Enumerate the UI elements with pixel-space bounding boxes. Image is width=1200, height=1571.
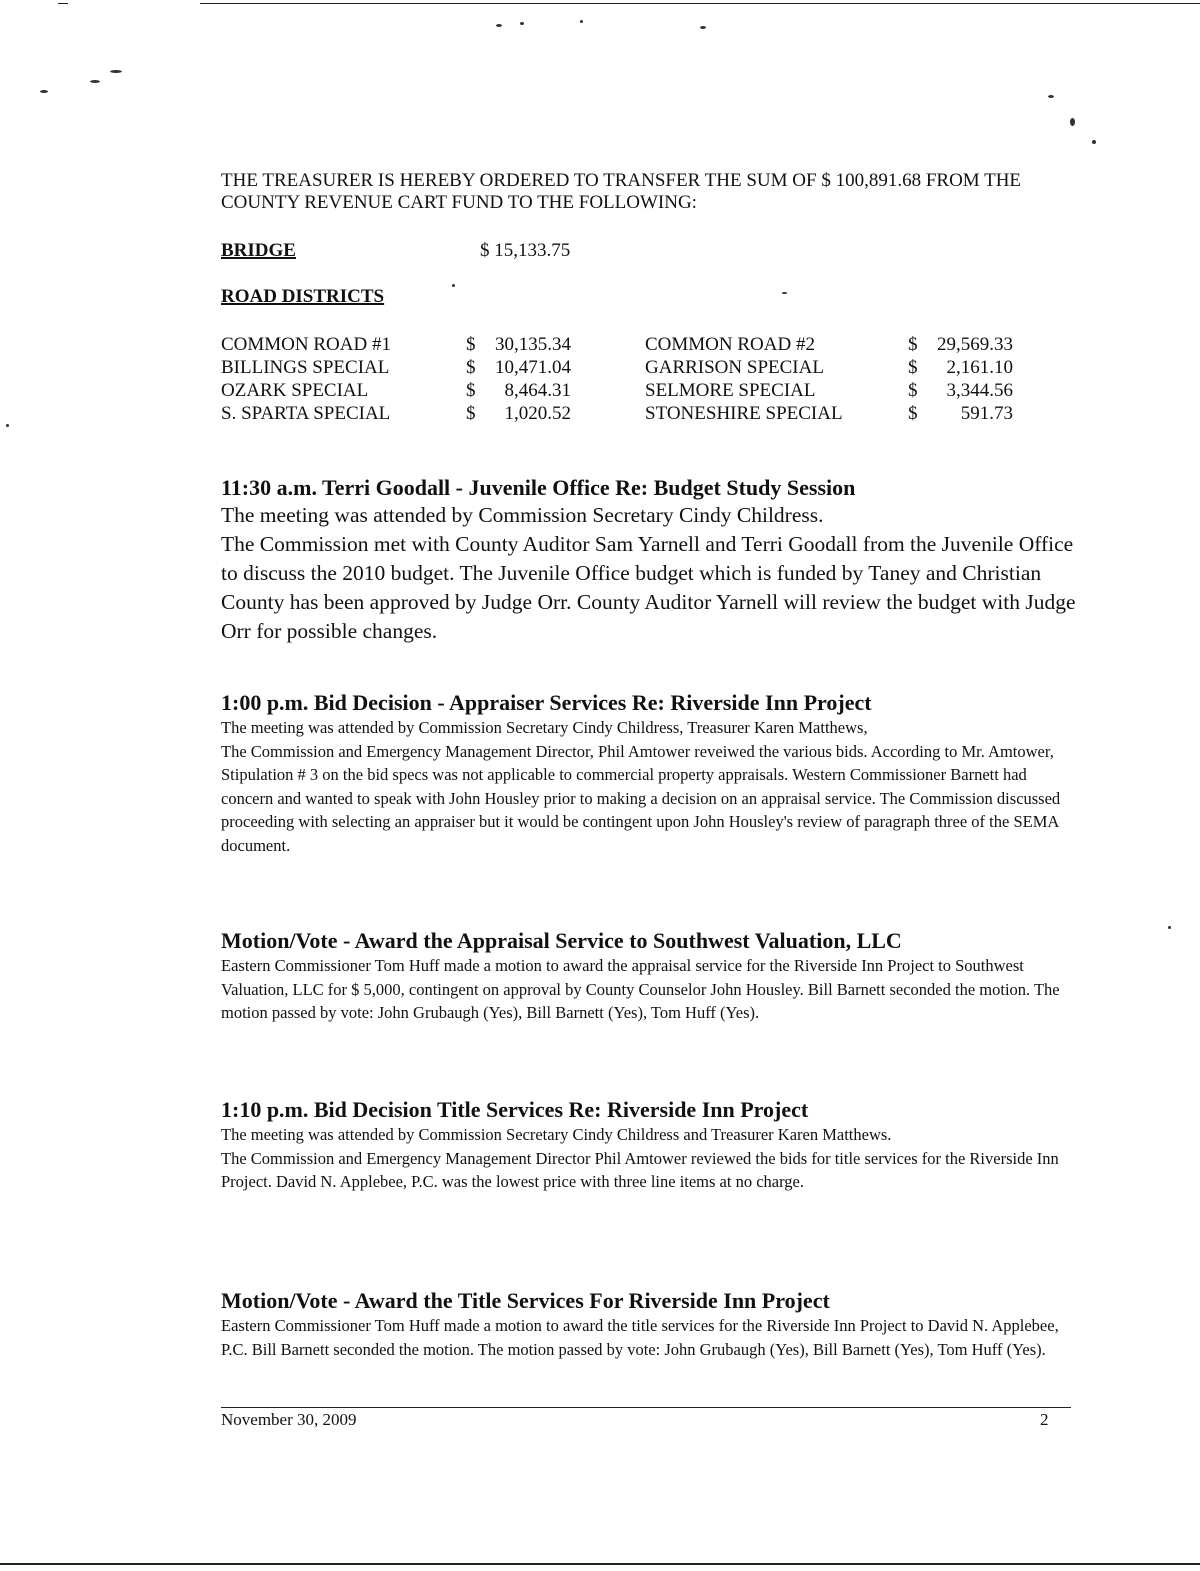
- fund-name: OZARK SPECIAL: [221, 380, 369, 401]
- section-paragraph: The Commission and Emergency Management Director Phil Amtower reviewed the bids for title services for the Riverside Inn Project. David N. Applebee, P.C. was the lowest price with three line items at no charge.: [221, 1148, 1059, 1191]
- scan-speck: [496, 24, 502, 27]
- scan-speck: [452, 284, 455, 287]
- currency-symbol: $: [466, 380, 476, 401]
- section-paragraph: The Commission and Emergency Management Director, Phil Amtower reveiwed the various bids. According to Mr. Amtower, Stipulation # 3 on the bid specs was not applicable to commercial property appraisals. Western Commissioner Barnett had concern and wanted to speak with John Housley prior to making a decision on an appraisal service. The Commission discussed proceeding with selecting an appraiser but it would be contingent upon John Housley's review of paragraph three of the SEMA document.: [221, 741, 1061, 855]
- section-paragraph: Eastern Commissioner Tom Huff made a motion to award the appraisal service for the Riverside Inn Project to Southwest Valuation, LLC for $ 5,000, contingent on approval by County Counselor John Housley. Bill Barnett seconded the motion. The motion passed by vote: John Grubaugh (Yes), Bill Barnett (Yes), Tom Huff (Yes).: [221, 956, 1060, 1022]
- currency-symbol: $: [908, 357, 918, 378]
- fund-amount: 8,464.31: [504, 380, 571, 401]
- fund-name: COMMON ROAD #2: [645, 334, 815, 355]
- currency-symbol: $: [908, 334, 918, 355]
- fund-amount: 1,020.52: [504, 403, 571, 424]
- section-paragraph: The Commission met with County Auditor Sam Yarnell and Terri Goodall from the Juvenile Office to discuss the 2010 budget. The Juvenile Office budget which is funded by Taney and Christian County has been approved by Judge Orr. County Auditor Yarnell will review the budget with Judge Orr for possible changes.: [221, 532, 1076, 643]
- scan-speck: [700, 26, 706, 29]
- scan-speck: [1048, 95, 1054, 98]
- section-appraiser-bid: [221, 690, 1081, 857]
- fund-amount: 2,161.10: [946, 357, 1013, 378]
- section-paragraph: The meeting was attended by Commission Secretary Cindy Childress, Treasurer Karen Matthews,: [221, 718, 868, 737]
- section-heading: Motion/Vote - Award the Appraisal Service to Southwest Valuation, LLC: [221, 928, 902, 953]
- section-heading: 1:00 p.m. Bid Decision - Appraiser Services Re: Riverside Inn Project: [221, 690, 872, 715]
- fund-amount: 30,135.34: [495, 334, 571, 355]
- section-appraisal-motion: [221, 928, 1081, 1025]
- section-paragraph: The meeting was attended by Commission Secretary Cindy Childress.: [221, 503, 824, 527]
- footer-divider: [221, 1407, 1071, 1408]
- currency-symbol: $: [908, 380, 918, 401]
- scan-speck: [580, 20, 583, 23]
- transfer-order-text: THE TREASURER IS HEREBY ORDERED TO TRANSFER THE SUM OF $ 100,891.68 FROM THE COUNTY REVENUE CART FUND TO THE FOLLOWING:: [221, 170, 1022, 213]
- fund-amount: 3,344.56: [946, 380, 1013, 401]
- section-heading: Motion/Vote - Award the Title Services For Riverside Inn Project: [221, 1288, 830, 1313]
- currency-symbol: $: [466, 334, 476, 355]
- fund-row: [221, 379, 1021, 402]
- currency-symbol: $: [466, 403, 476, 424]
- fund-row: [221, 333, 1021, 356]
- scan-speck: [1092, 140, 1096, 144]
- section-title-motion: [221, 1288, 1081, 1361]
- page-number: 2: [1040, 1410, 1049, 1429]
- bridge-label: BRIDGE: [221, 240, 296, 261]
- scan-speck: [6, 424, 9, 427]
- scan-speck: [90, 80, 100, 83]
- fund-name: S. SPARTA SPECIAL: [221, 403, 391, 424]
- scan-speck: [40, 90, 48, 93]
- fund-row: [221, 402, 1021, 425]
- currency-symbol: $: [908, 403, 918, 424]
- bridge-amount: $ 15,133.75: [480, 240, 571, 261]
- footer-date: November 30, 2009: [221, 1410, 357, 1429]
- fund-name: STONESHIRE SPECIAL: [645, 403, 843, 424]
- section-title-bid: [221, 1097, 1081, 1194]
- section-paragraph: Eastern Commissioner Tom Huff made a motion to award the title services for the Riverside Inn Project to David N. Applebee, P.C. Bill Barnett seconded the motion. The motion passed by vote: John Grubaugh (Yes), Bill Barnett (Yes), Tom Huff (Yes).: [221, 1316, 1059, 1359]
- fund-amount: 591.73: [960, 403, 1013, 424]
- road-districts-label: ROAD DISTRICTS: [221, 286, 385, 307]
- fund-name: GARRISON SPECIAL: [645, 357, 824, 378]
- scan-speck: [520, 22, 524, 25]
- fund-amount: 10,471.04: [495, 357, 571, 378]
- section-heading: 1:10 p.m. Bid Decision Title Services Re: Riverside Inn Project: [221, 1097, 809, 1122]
- scan-artifact-line: [0, 1563, 1200, 1565]
- road-district-fund-table: [221, 333, 1021, 425]
- section-heading: 11:30 a.m. Terri Goodall - Juvenile Office Re: Budget Study Session: [221, 475, 856, 500]
- fund-amount: 29,569.33: [937, 334, 1013, 355]
- scan-speck: [782, 292, 787, 294]
- scan-artifact-line: [200, 3, 1200, 4]
- scan-speck: [1168, 926, 1171, 929]
- currency-symbol: $: [466, 357, 476, 378]
- fund-name: COMMON ROAD #1: [221, 334, 391, 355]
- section-paragraph: The meeting was attended by Commission Secretary Cindy Childress and Treasurer Karen Matthews.: [221, 1125, 892, 1144]
- scan-speck: [1070, 118, 1075, 126]
- fund-row: [221, 356, 1021, 379]
- fund-name: SELMORE SPECIAL: [645, 380, 816, 401]
- scan-speck: [110, 70, 122, 73]
- scan-artifact-line: [58, 3, 68, 4]
- section-juvenile-office: [221, 475, 1081, 646]
- fund-name: BILLINGS SPECIAL: [221, 357, 390, 378]
